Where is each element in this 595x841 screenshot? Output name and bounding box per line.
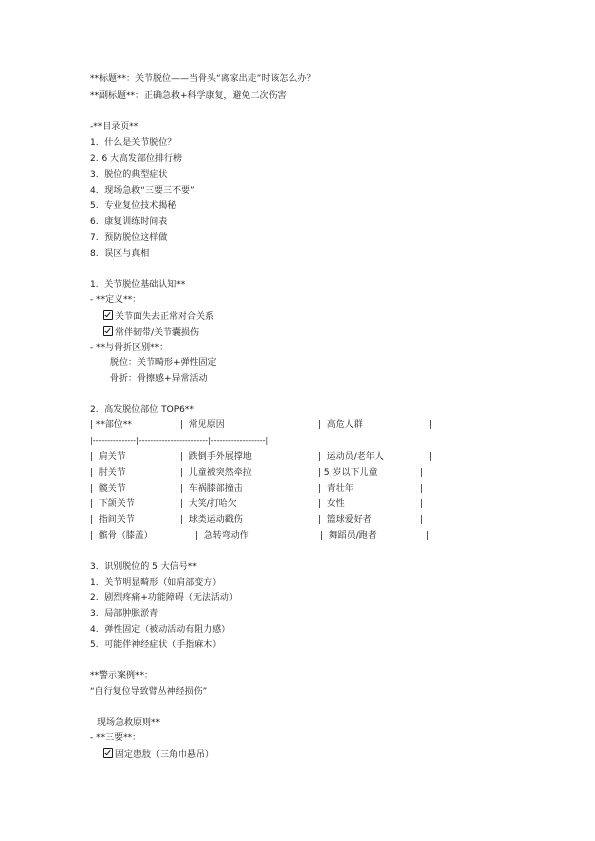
table-cell: | 肘关节 — [90, 468, 126, 478]
table-header-row — [90, 419, 433, 431]
table-cell: | — [426, 531, 430, 541]
toc-item: 2. 6 大高发部位排行榜 — [90, 154, 183, 164]
doc-subtitle: **副标题**：正确急救+科学康复，避免二次伤害 — [90, 91, 287, 101]
checkbox-checked-icon — [103, 326, 113, 336]
section2-heading: 2. 高发脱位部位 TOP6** — [90, 405, 194, 415]
table-cell: | 篮球爱好者 — [318, 515, 372, 525]
table-row — [90, 451, 433, 463]
list-item: 3. 局部肿胀淤青 — [90, 609, 159, 619]
table-header-cell: | **部位** — [90, 420, 132, 430]
table-row — [90, 530, 430, 542]
checklist-item: 关节面失去正常对合关系 — [103, 310, 214, 322]
table-header-cell: | 常见原因 — [180, 420, 225, 430]
table-header-cell: | — [429, 420, 433, 430]
section3-heading: 3. 识别脱位的 5 大信号** — [90, 562, 197, 572]
list-item: 1. 关节明显畸形（如肩部变方） — [90, 578, 222, 588]
table-cell: | — [420, 468, 424, 478]
section1-heading: 1. 关节脱位基础认知** — [90, 280, 186, 290]
toc-item: 5. 专业复位技术揭秘 — [90, 201, 177, 211]
table-cell: | 运动员/老年人 — [318, 452, 384, 462]
table-cell: | 女性 — [318, 499, 345, 509]
list-item: 5. 可能伴神经症状（手指麻木） — [90, 640, 222, 650]
section4-heading: 现场急救原则** — [97, 718, 161, 728]
table-cell: | 指间关节 — [90, 515, 135, 525]
table-cell: | 跌倒手外展撑地 — [180, 452, 252, 462]
list-item: 4. 弹性固定（被动活动有阻力感） — [90, 625, 231, 635]
table-cell: | 舞蹈员/跑者 — [320, 531, 377, 541]
table-cell: | 车祸膝部撞击 — [180, 484, 243, 494]
toc-item: 1. 什么是关节脱位？ — [90, 138, 177, 148]
list-item: 2. 剧烈疼痛+功能障碍（无法活动） — [90, 593, 238, 603]
table-header-cell: | 高危人群 — [318, 420, 363, 430]
table-row — [90, 467, 424, 479]
difference-item: 脱位：关节畸形+弹性固定 — [110, 358, 217, 368]
table-cell: | 急转弯动作 — [195, 531, 249, 541]
definition-label: - **定义**： — [90, 295, 142, 305]
difference-item: 骨折：骨擦感+异常活动 — [110, 374, 208, 384]
doc-title: **标题**：关节脱位——当骨头“离家出走”时该怎么办？ — [90, 74, 316, 84]
toc-item: 6. 康复训练时间表 — [90, 217, 168, 227]
checkbox-checked-icon — [103, 748, 113, 758]
checklist-item: 常伴韧带/关节囊损伤 — [103, 326, 199, 338]
table-cell: | — [420, 499, 424, 509]
table-separator: |---------------|------------------------|-------------------| — [90, 436, 269, 445]
toc-heading: -**目录页** — [90, 122, 139, 132]
table-row — [90, 514, 424, 526]
table-cell: | — [420, 515, 424, 525]
table-cell: | 下颌关节 — [90, 499, 135, 509]
table-row — [90, 483, 424, 495]
table-cell: | 肩关节 — [90, 452, 126, 462]
toc-item: 7. 预防脱位这样做 — [90, 233, 168, 243]
toc-item: 8. 误区与真相 — [90, 249, 150, 259]
table-cell: | 大笑/打哈欠 — [180, 499, 237, 509]
table-row — [90, 498, 424, 510]
checkbox-checked-icon — [103, 310, 113, 320]
difference-label: - **与骨折区别**： — [90, 343, 169, 353]
table-cell: | 髌骨（膝盖） — [90, 531, 153, 541]
checklist-item: 固定患肢（三角巾悬吊） — [103, 748, 214, 760]
table-cell: | 球类运动戳伤 — [180, 515, 243, 525]
rule-label: - **三要**： — [90, 733, 142, 743]
table-cell: | — [429, 452, 433, 462]
table-cell: | 儿童被突然牵拉 — [180, 468, 252, 478]
table-cell: | 髋关节 — [90, 484, 126, 494]
table-cell: | 青壮年 — [318, 484, 354, 494]
toc-item: 3. 脱位的典型症状 — [90, 170, 168, 180]
warning-label: **警示案例**： — [90, 671, 154, 681]
warning-case: “自行复位导致臂丛神经损伤” — [90, 687, 208, 697]
table-cell: | 5 岁以下儿童 — [318, 468, 378, 478]
table-cell: | — [420, 484, 424, 494]
toc-item: 4. 现场急救“三要三不要” — [90, 186, 195, 196]
